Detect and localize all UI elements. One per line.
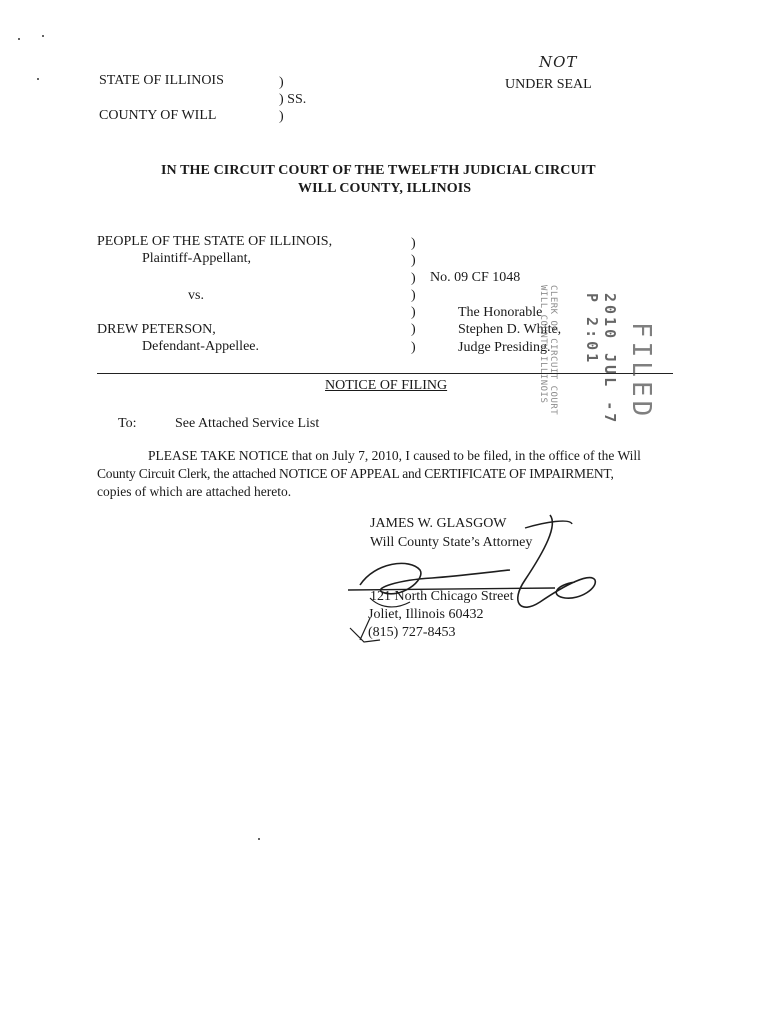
caption-paren: ) [411, 236, 416, 251]
clerk-stamp-text: CLERK OF CIRCUIT COURT WILL COUNTY ILLINOIS [538, 285, 558, 416]
judge-line2: Stephen D. White, [458, 322, 562, 337]
address-line1: 121 North Chicago Street [370, 589, 514, 604]
to-value: See Attached Service List [175, 416, 320, 431]
filing-date-stamp: 2010 JUL -7 P 2:01 [583, 293, 619, 426]
address-line2: Joliet, Illinois 60432 [368, 607, 484, 622]
versus-label: vs. [188, 288, 204, 303]
caption-paren: ) [411, 322, 416, 337]
under-seal-label: UNDER SEAL [505, 77, 592, 92]
scan-speck [18, 38, 20, 40]
defendant-role: Defendant-Appellee. [142, 339, 259, 354]
judge-line3: Judge Presiding. [458, 340, 551, 355]
case-number: No. 09 CF 1048 [430, 270, 521, 285]
venue-paren: ) [279, 109, 284, 124]
court-heading-line1: IN THE CIRCUIT COURT OF THE TWELFTH JUDICIAL CIRCUIT [161, 163, 596, 178]
scan-speck [42, 35, 44, 37]
caption-paren: ) [411, 340, 416, 355]
attorney-name: JAMES W. GLASGOW [370, 516, 507, 531]
caption-paren: ) [411, 305, 416, 320]
venue-county: COUNTY OF WILL [99, 108, 217, 123]
plaintiff-role: Plaintiff-Appellant, [142, 251, 251, 266]
caption-paren: ) [411, 271, 416, 286]
venue-ss: ) SS. [279, 92, 307, 107]
caption-paren: ) [411, 253, 416, 268]
venue-paren: ) [279, 75, 284, 90]
filed-stamp: FILED [626, 322, 656, 421]
phone-number: (815) 727-8453 [368, 625, 456, 640]
scan-speck [258, 838, 260, 840]
attorney-title: Will County State’s Attorney [370, 535, 533, 550]
notice-body-line3: copies of which are attached hereto. [97, 484, 292, 499]
defendant-name: DREW PETERSON, [97, 322, 216, 337]
scan-speck [37, 78, 39, 80]
to-label: To: [118, 416, 137, 431]
court-heading-line2: WILL COUNTY, ILLINOIS [298, 181, 472, 196]
plaintiff-name: PEOPLE OF THE STATE OF ILLINOIS, [97, 234, 333, 249]
notice-body-line2: County Circuit Clerk, the attached NOTICE OF APPEAL and CERTIFICATE OF IMPAIRMENT, [97, 466, 614, 481]
notice-body-line1: PLEASE TAKE NOTICE that on July 7, 2010, I caused to be filed, in the office of the Will [148, 448, 641, 463]
judge-line1: The Honorable [458, 305, 543, 320]
handwritten-not: NOT [539, 53, 578, 71]
notice-title: NOTICE OF FILING [325, 378, 448, 393]
caption-paren: ) [411, 288, 416, 303]
venue-state: STATE OF ILLINOIS [99, 73, 224, 88]
